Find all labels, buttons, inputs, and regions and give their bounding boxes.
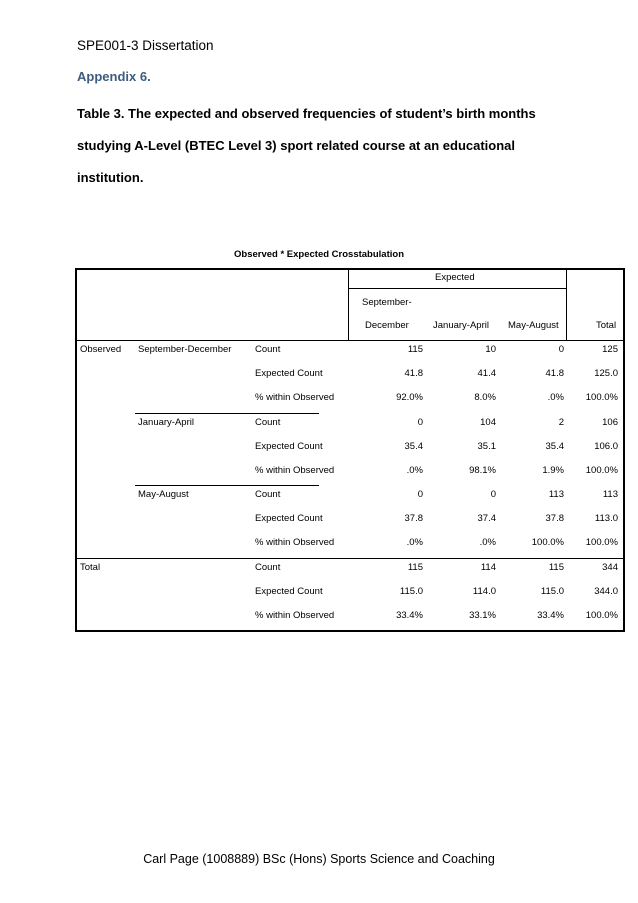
stat-label: Count [255,344,281,355]
group-label: May-August [138,489,189,500]
grid-line [348,270,349,340]
table-caption [77,98,577,194]
cell-value: 41.8 [404,368,423,379]
cell-value: 0 [490,489,496,500]
cell-value: 104 [480,417,496,428]
cell-value: 100.0% [585,392,618,403]
caption-line-3: institution. [77,170,144,185]
stat-label: % within Observed [255,392,335,403]
cell-value: 115.0 [399,586,423,597]
cell-value: 8.0% [474,392,496,403]
total-label: Total [80,562,101,573]
cell-value: 98.1% [469,465,496,476]
cell-value: 37.8 [545,513,564,524]
cell-value: 344 [602,562,618,573]
cell-value: 35.4 [545,441,564,452]
cell-value: 113 [548,489,564,500]
cell-value: 344.0 [594,586,618,597]
cell-value: 35.4 [404,441,423,452]
cell-value: 113.0 [594,513,618,524]
stat-label: % within Observed [255,537,335,548]
cell-value: 100.0% [531,537,564,548]
stat-label: Count [255,562,281,573]
cell-value: 0 [417,417,423,428]
page-header: SPE001-3 Dissertation [77,38,214,53]
crosstab-title: Observed * Expected Crosstabulation [234,249,404,260]
grid-line [349,288,566,289]
stat-label: Expected Count [255,586,323,597]
cell-value: .0% [479,537,496,548]
stat-label: % within Observed [255,465,335,476]
cell-value: 33.4% [537,610,564,621]
stat-label: Count [255,417,281,428]
cell-value: 10 [485,344,496,355]
cell-value: 0 [417,489,423,500]
cell-value: 33.4% [396,610,423,621]
caption-line-2: studying A-Level (BTEC Level 3) sport related course at an educational [77,138,516,153]
cell-value: .0% [406,465,423,476]
col-header-jan: January-April [433,320,489,331]
cell-value: 114.0 [472,586,496,597]
cell-value: .0% [406,537,423,548]
cell-value: 106.0 [594,441,618,452]
stat-label: Count [255,489,281,500]
cell-value: 106 [602,417,618,428]
stat-label: % within Observed [255,610,335,621]
caption-line-1: Table 3. The expected and observed frequencies of student’s birth months [77,106,536,121]
col-header-sep-line1: September- [362,297,412,308]
cell-value: 100.0% [585,465,618,476]
cell-value: .0% [547,392,564,403]
crosstab-table [75,268,625,632]
cell-value: 115 [407,344,423,355]
cell-value: 115 [407,562,423,573]
cell-value: 41.4 [477,368,496,379]
grid-line [77,558,623,559]
stat-label: Expected Count [255,513,323,524]
cell-value: 114 [480,562,496,573]
stat-label: Expected Count [255,368,323,379]
group-label: September-December [138,344,232,355]
cell-value: 0 [558,344,564,355]
group-label: January-April [138,417,194,428]
cell-value: 33.1% [469,610,496,621]
cell-value: 1.9% [542,465,564,476]
grid-line [566,270,567,340]
grid-line [135,485,319,486]
cell-value: 37.8 [404,513,423,524]
cell-value: 100.0% [585,610,618,621]
appendix-heading: Appendix 6. [77,69,151,84]
col-header-sep-line2: December [365,320,409,331]
stat-label: Expected Count [255,441,323,452]
cell-value: 92.0% [396,392,423,403]
cell-value: 125 [602,344,618,355]
col-header-total: Total [596,320,617,331]
cell-value: 41.8 [545,368,564,379]
observed-label: Observed [80,344,122,355]
expected-header: Expected [435,272,475,283]
cell-value: 2 [558,417,564,428]
grid-line [77,340,623,341]
cell-value: 115 [548,562,564,573]
grid-line [135,413,319,414]
cell-value: 113 [602,489,618,500]
cell-value: 115.0 [540,586,564,597]
cell-value: 100.0% [585,537,618,548]
col-header-may: May-August [508,320,559,331]
cell-value: 125.0 [594,368,618,379]
page-footer: Carl Page (1008889) BSc (Hons) Sports Science and Coaching [143,852,495,866]
cell-value: 37.4 [477,513,496,524]
cell-value: 35.1 [477,441,496,452]
